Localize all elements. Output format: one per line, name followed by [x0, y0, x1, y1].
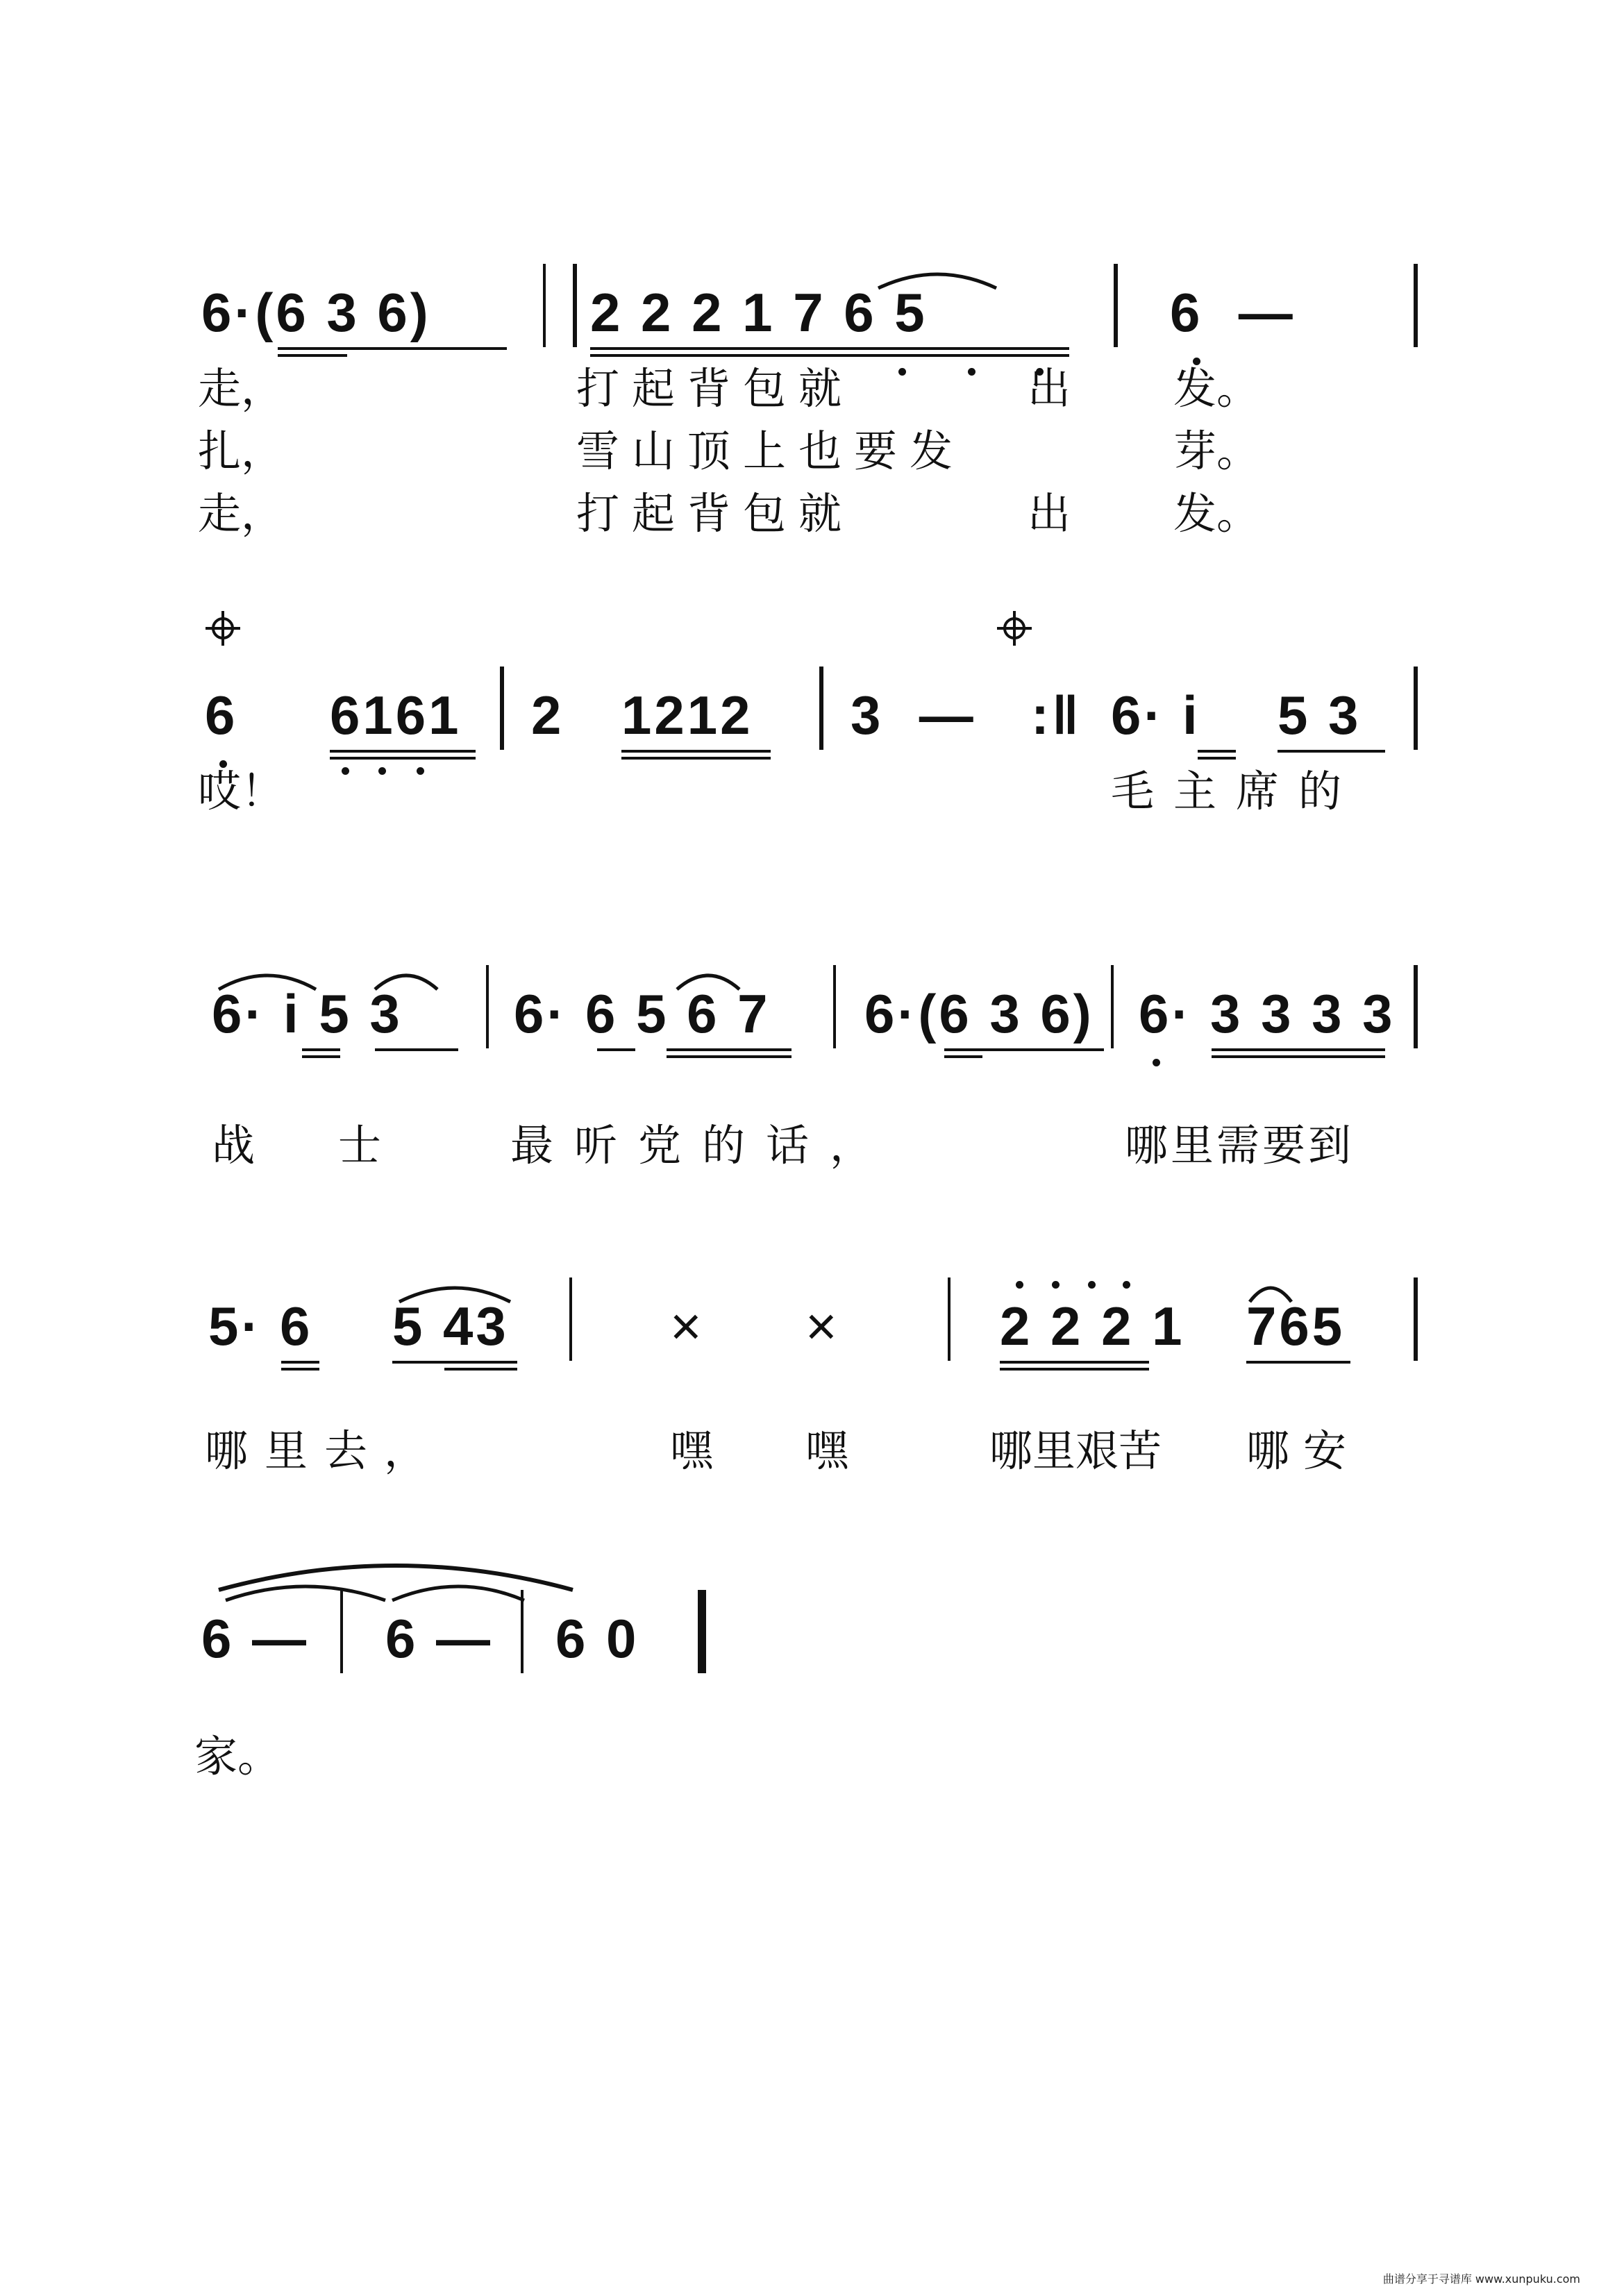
lyric-line-1e: 哪安 [1246, 1425, 1361, 1476]
barline [948, 1277, 950, 1361]
underline-beam [667, 1048, 792, 1051]
underline-beam [1212, 1048, 1385, 1051]
system-1 [0, 264, 1608, 539]
barline [340, 1590, 343, 1673]
barline [819, 667, 823, 750]
lyric-line-1a: 哪里去， [205, 1425, 444, 1476]
repeat-sign: :‖ [1031, 685, 1082, 746]
barline [486, 965, 489, 1048]
footer-watermark: 曲谱分享于寻谱库 www.xunpuku.com [1382, 2272, 1580, 2286]
lyric-line-1c: 嘿 [805, 1425, 849, 1476]
underline-beam [1246, 1361, 1350, 1364]
measure-3-notes: 6 — [1170, 282, 1296, 343]
lyric-verse-1c: 出 [1028, 363, 1071, 414]
measure-2-notes: 6· 6 5 6 7 [514, 983, 771, 1044]
barline [1111, 965, 1114, 1048]
high-octave-dot [1123, 1281, 1130, 1289]
lyric-verse-2b: 雪山顶上也要发 [576, 426, 966, 476]
underline-beam [1198, 750, 1236, 753]
system-3 [0, 965, 1608, 1171]
slur [371, 965, 441, 993]
barline [573, 264, 577, 347]
underline-beam [590, 354, 1069, 357]
underline-beam [944, 1055, 982, 1058]
segno-icon [206, 611, 240, 646]
low-octave-dot [417, 767, 424, 775]
underline-beam [621, 757, 771, 760]
barline [500, 667, 504, 750]
underline-beam [281, 1361, 319, 1364]
underline-beam [590, 347, 1069, 350]
measure-1-notes: 5· 6 [208, 1296, 313, 1357]
system-4 [0, 1277, 1608, 1476]
system-5 [0, 1555, 1608, 1782]
underline-beam [1198, 757, 1236, 760]
underline-beam [281, 1368, 319, 1371]
measure-1-notes: 6· i 5 3 [212, 983, 403, 1044]
notes-row [0, 264, 1608, 361]
underline-beam [392, 1361, 517, 1364]
underline-beam [330, 750, 476, 753]
notes-row [0, 667, 1608, 764]
lyric-line-1a: 哎！ [198, 766, 285, 816]
lyric-line-1b: 最听党的话， [510, 1120, 894, 1171]
underline-beam [330, 757, 476, 760]
note-group: 6161 [330, 685, 462, 746]
high-octave-dot [1052, 1281, 1060, 1289]
low-octave-dot [342, 767, 349, 775]
underline-beam [597, 1048, 635, 1051]
measure-1-notes: 6·(6 3 6) [201, 282, 431, 343]
barline [1414, 667, 1418, 750]
clap-mark: × [805, 1296, 840, 1357]
barline [1414, 965, 1418, 1048]
system-2 [0, 611, 1608, 816]
measure-4-notes: 6· 3 3 3 3 [1139, 983, 1396, 1044]
lyric-verse-2c: 芽。 [1173, 426, 1260, 476]
underline-beam [444, 1368, 517, 1371]
underline-beam [278, 347, 507, 350]
lyric-line-1c: 哪里需要到 [1125, 1120, 1355, 1171]
underline-beam [1000, 1368, 1149, 1371]
slur [875, 264, 1000, 292]
barline [833, 965, 836, 1048]
slur [396, 1277, 514, 1305]
barline [1414, 264, 1418, 347]
barline [543, 264, 546, 347]
lyric-verse-3a: 走， [198, 488, 285, 539]
note-group: 1212 [621, 685, 753, 746]
lyric-line-1b: 毛主席的 [1111, 766, 1362, 816]
note: 6 [205, 685, 238, 746]
measure-1-notes: 6 — [201, 1608, 310, 1669]
slur [1246, 1277, 1295, 1305]
lyric-line-1a: 家。 [194, 1731, 281, 1782]
underline-beam [1212, 1055, 1385, 1058]
measure-3-notes: 2 2 2 1 [1000, 1296, 1185, 1357]
underline-beam [278, 354, 347, 357]
lyric-line-1a: 战士 [212, 1120, 465, 1171]
low-octave-dot [378, 767, 386, 775]
low-octave-dot [968, 368, 975, 376]
underline-beam [302, 1048, 340, 1051]
final-barline [698, 1590, 706, 1673]
measure-2-notes: 6 — [385, 1608, 494, 1669]
lyric-verse-3c: 出 [1028, 488, 1071, 539]
notes-row [0, 1277, 1608, 1375]
underline-beam [1000, 1361, 1149, 1364]
note-group: 5 3 [1278, 685, 1362, 746]
measure-3-notes: 6·(6 3 6) [864, 983, 1094, 1044]
lyric-verse-1b: 打起背包就 [576, 363, 855, 414]
lyric-line-1b: 嘿 [670, 1425, 714, 1476]
underline-beam [621, 750, 771, 753]
notes-row [0, 1590, 1608, 1687]
low-octave-dot [898, 368, 906, 376]
underline-beam [667, 1055, 792, 1058]
note-group: 6· i [1111, 685, 1200, 746]
note: 3 — [851, 685, 976, 746]
underline-beam [375, 1048, 458, 1051]
underline-beam [1278, 750, 1385, 753]
lyric-line-1d: 哪里艰苦 [989, 1425, 1162, 1476]
segno-icon [997, 611, 1032, 646]
lyric-verse-1a: 走， [198, 363, 285, 414]
notes-row [0, 965, 1608, 1062]
measure-3-notes-b: 765 [1246, 1296, 1346, 1357]
underline-beam [944, 1048, 1104, 1051]
lyric-verse-3d: 发。 [1173, 488, 1260, 539]
slur [673, 965, 743, 993]
lyric-verse-3b: 打起背包就 [576, 488, 855, 539]
barline [521, 1590, 524, 1673]
note: 2 [531, 685, 564, 746]
clap-mark: × [670, 1296, 705, 1357]
slur [215, 965, 319, 993]
lyric-verse-1d: 发。 [1173, 363, 1260, 414]
measure-3-notes: 6 0 [555, 1608, 639, 1669]
barline [569, 1277, 572, 1361]
measure-1-notes-b: 5 43 [392, 1296, 509, 1357]
barline [1114, 264, 1118, 347]
low-octave-dot [1153, 1059, 1160, 1066]
high-octave-dot [1088, 1281, 1096, 1289]
lyric-verse-2a: 扎， [198, 426, 285, 476]
high-octave-dot [1016, 1281, 1023, 1289]
barline [1414, 1277, 1418, 1361]
underline-beam [302, 1055, 340, 1058]
measure-2-notes: 2 2 2 1 7 6 5 [590, 282, 928, 343]
